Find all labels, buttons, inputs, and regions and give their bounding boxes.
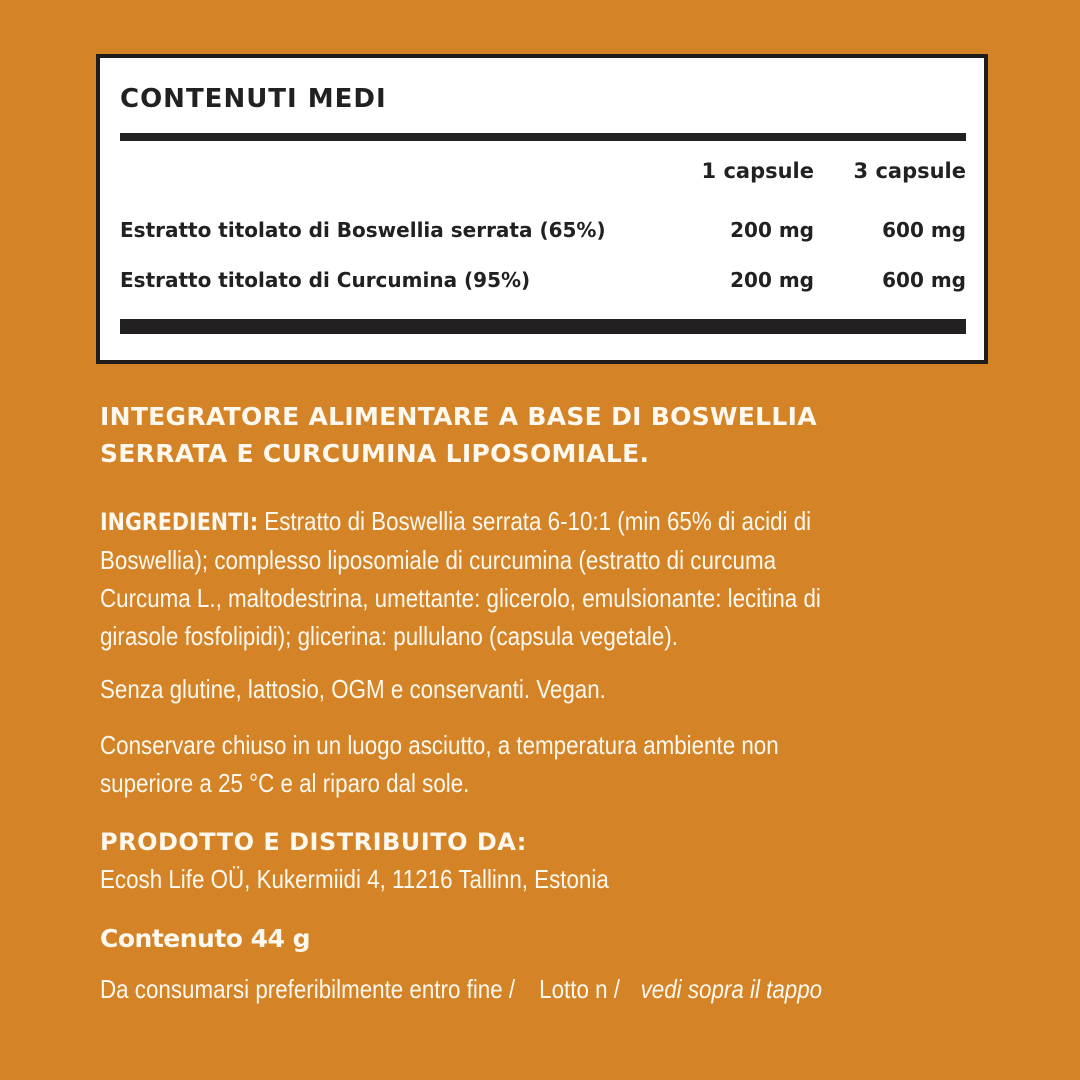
headline-line-1: INTEGRATORE ALIMENTARE A BASE DI BOSWELLIA [100, 402, 817, 431]
row-value-1-capsule: 200 mg [730, 218, 814, 242]
ingredients-line-2: Boswellia); complesso liposomiale di curcumina (estratto di curcuma [100, 545, 777, 575]
ingredients-paragraph [100, 502, 970, 655]
row-value-1-capsule: 200 mg [730, 268, 814, 292]
net-content: Contenuto 44 g [100, 924, 311, 953]
ingredients-line-1: Estratto di Boswellia serrata 6-10:1 (min 65% di acidi di [258, 506, 812, 536]
row-ingredient-name: Estratto titolato di Boswellia serrata (65%) [120, 218, 606, 242]
producer-address-text: Ecosh Life OÜ, Kukermiidi 4, 11216 Tallinn, Estonia [100, 864, 609, 894]
lot-label: Lotto n / [539, 974, 620, 1004]
headline-line-2: SERRATA E CURCUMINA LIPOSOMIALE. [100, 439, 650, 468]
ingredients-line-4: girasole fosfolipidi); glicerina: pullulano (capsula vegetale). [100, 621, 678, 651]
table-divider-bottom [120, 319, 966, 334]
ingredients-line-3: Curcuma L., maltodestrina, umettante: glicerolo, emulsionante: lecitina di [100, 583, 821, 613]
table-row [120, 218, 966, 248]
column-header-3-capsule: 3 capsule [853, 159, 966, 183]
storage-line-2: superiore a 25 °C e al riparo dal sole. [100, 768, 470, 798]
row-ingredient-name: Estratto titolato di Curcumina (95%) [120, 268, 531, 292]
nutrition-table-title: CONTENUTI MEDI [120, 84, 387, 114]
row-value-3-capsule: 600 mg [882, 218, 966, 242]
producer-address [100, 864, 692, 895]
producer-label: PRODOTTO E DISTRIBUITO DA: [100, 828, 527, 856]
table-row [120, 268, 966, 298]
column-header-1-capsule: 1 capsule [701, 159, 814, 183]
table-divider-top [120, 133, 966, 141]
storage-line-1: Conservare chiuso in un luogo asciutto, a temperatura ambiente non [100, 730, 779, 760]
storage-instructions [100, 726, 970, 802]
allergen-info [100, 670, 970, 708]
see-cap-note: vedi sopra il tappo [640, 974, 823, 1004]
best-before-line [100, 974, 940, 1005]
allergen-text: Senza glutine, lattosio, OGM e conservanti. Vegan. [100, 674, 606, 704]
product-headline [100, 398, 960, 472]
row-value-3-capsule: 600 mg [882, 268, 966, 292]
best-before-label: Da consumarsi preferibilmente entro fine / [100, 974, 516, 1004]
nutrition-table-box [96, 54, 988, 364]
ingredients-label: INGREDIENTI: [100, 508, 259, 536]
